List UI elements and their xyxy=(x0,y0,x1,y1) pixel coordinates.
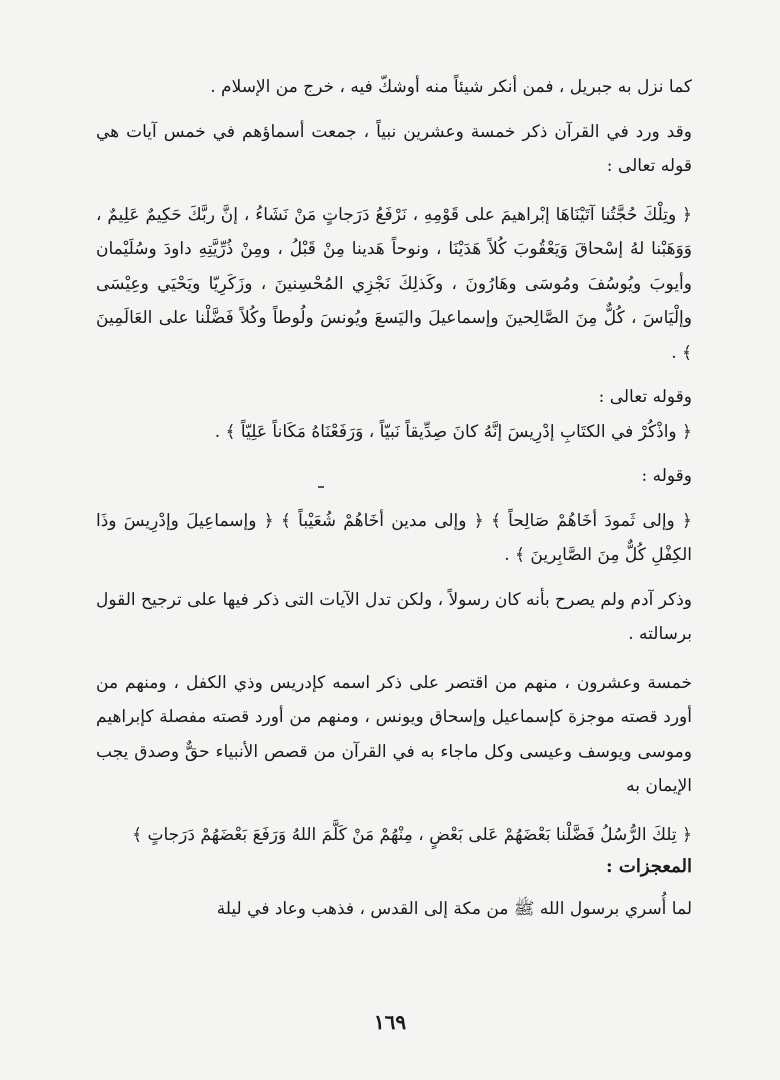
quran-verse-3: ﴿ وإلى ثَمودَ أخَاهُمْ صَالِحاً ﴾ ﴿ وإلى مدين أخَاهُمْ شُعَيْباً ﴾ ﴿ وإسماعِيلَ وإدْرِيسَ وذَا الكِفْلِ كُلٌّ مِنَ الصَّابِرينَ ﴾ . xyxy=(96,510,692,565)
section-heading: المعجزات : xyxy=(606,856,692,877)
paragraph-4: وقوله : xyxy=(641,466,692,486)
paragraph-7: لما أُسري برسول الله ﷺ من مكة إلى القدس ، فذهب وعاد في ليلة xyxy=(216,899,692,919)
paragraph-1: كما نزل به جبريل ، فمن أنكر شيئاً منه أوشكّ فيه ، خرج من الإسلام . xyxy=(210,77,692,97)
quran-verse-4: ﴿ تِلكَ الرُّسُلُ فَضَّلْنا بَعْضَهُمْ عَلى بَعْضٍ ، مِنْهُمْ مَنْ كَلَّمَ اللهُ وَرَفَعَ بَعْضَهُمْ دَرَجاتٍ ﴾ xyxy=(132,824,692,845)
quran-verse-2: ﴿ واذْكُرْ في الكتَابِ إدْرِيسَ إنَّهُ كانَ صِدِّيقاً نَبيّاً ، وَرَفَعْنَاهُ مَكَاناً عَلِيّاً ﴾ . xyxy=(214,421,692,442)
scan-speck xyxy=(318,486,324,488)
quran-verse-1: ﴿ وتِلْكَ حُجَّتُنا آتَيْنَاهَا إبْراهيمَ على قَوْمِهِ ، نَرْفَعُ دَرَجاتٍ مَنْ نَشَاءُ ، إنَّ ربَّكَ حَكِيمٌ عَلِيمٌ ، وَوَهَبْنا لهُ إسْحاقَ وَيَعْقُوبَ كُلاً هَدَيْنَا ، ونوحاً هَدينا مِنْ قَبْلُ ، ومِنْ ذُرِّيَّتِهِ داودَ وسُلَيْمان وأيوبَ ويُوسُفَ ومُوسَى وهَارُونَ ، وكَذلِكَ نَجْزِي المُحْسِنينَ ، وزَكَرِيّا ويَحْيَي وعِيْسَى وإلْيَاسَ ، كُلٌّ مِنَ الصَّالِحينَ وإسماعيلَ واليَسعَ ويُونسَ ولُوطاً وكُلاً فَضَّلْنا على العَالَمِينَ ﴾ . xyxy=(96,204,692,363)
paragraph-6: خمسة وعشرون ، منهم من اقتصر على ذكر اسمه كإدريس وذي الكفل ، ومنهم من أورد قصته موجزة كإسماعيل وإسحاق ويونس ، ومنهم من أورد قصته مفصلة كإبراهيم وموسى ويوسف وعيسى وكل ماجاء به في القرآن من قصص الأنبياء حقٌّ وصدق يجب الإيمان به xyxy=(96,672,692,796)
paragraph-3: وقوله تعالى : xyxy=(598,387,692,407)
paragraph-2: وقد ورد في القرآن ذكر خمسة وعشرين نبياً ، جمعت أسماؤهم في خمس آيات هي قوله تعالى : xyxy=(96,121,692,176)
page-number: ١٦٩ xyxy=(373,1010,407,1034)
paragraph-5: وذكر آدم ولم يصرح بأنه كان رسولاً ، ولكن تدل الآيات التى ذكر فيها على ترجيح القول برسالته . xyxy=(96,589,692,644)
